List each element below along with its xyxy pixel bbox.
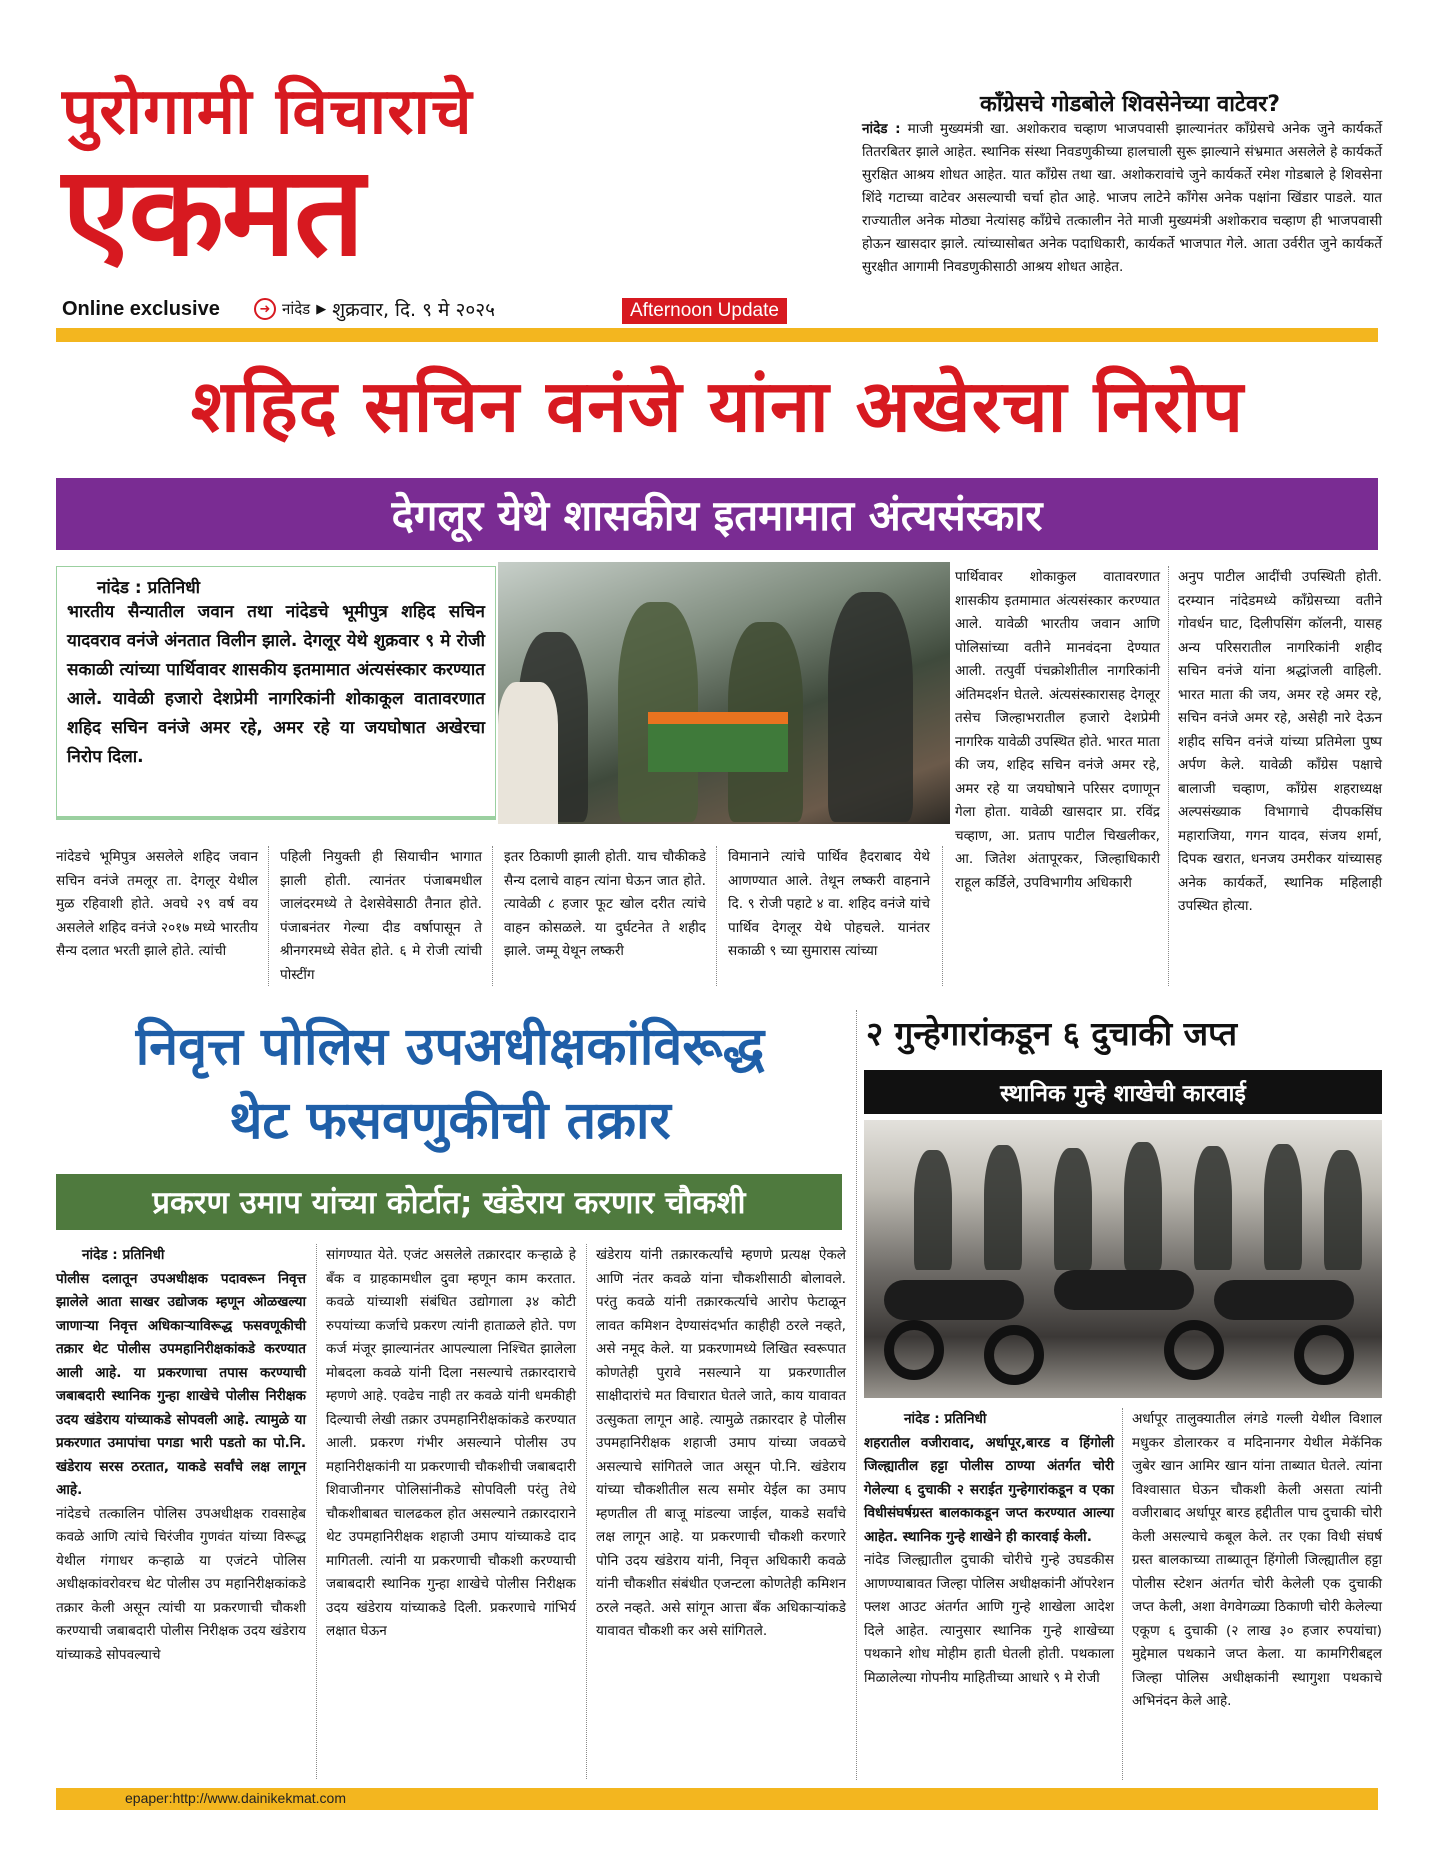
bikes-col-1-text: नांदेड जिल्ह्यातील दुचाकी चोरीचे गुन्हे उघडकीस आणण्याबावत जिल्हा पोलिस अधीक्षकांनी ऑपरेशन फ्लश आउट अंतर्गत आणि गुन्हे शाखेला आदेश दिले आहेत. त्यानुसार स्थानिक गुन्हे शाखेच्या पथकाने शोध मोहीम हाती घेतली होती. पथकाला मिळालेल्या गोपनीय माहितीच्या आधारे ९ मे रोजी (864, 1552, 1114, 1686)
top-story-text: माजी मुख्यमंत्री खा. अशोकराव चव्हाण भाजपवासी झाल्यानंतर काँग्रेसचे अनेक जुने कार्यकर्ते तितरबितर झाले आहेत. स्थानिक संस्था निवडणुकीच्या हालचाली सुरू झाल्याने संभ्रमात असलेले हे कार्यकर्ते सुरक्षित आश्रय शोधत आहेत. यात काँग्रेस तथा खा. अशोकरावांचे जुने कार्यकर्ते रमेश गोडबाले हे शिवसेना शिंदे गटाच्या वाटेवर असल्याची चर्चा होत आहे. भाजप लाटेने काँगेस अनेक पक्षांना खिंडार पाडले. यात राज्यातील अनेक मोठ्या नेत्यांसह काँग्रेचे तत्कालीन नेते माजी मुख्यमंत्री अशोकराव चव्हाण ही भाजपवासी होऊन खासदार झाले. त्यांच्यासोबत अनेक पदाधिकारी, कार्यकर्ते भाजपात गेले. आता उर्वरीत जुने कार्यकर्ते सुरक्षीत आगामी निवडणुकीसाठी आश्रय शोधत आहेत. (862, 121, 1382, 275)
main-col-5: पार्थिवावर शोकाकुल वातावरणात शासकीय इतमामात अंत्यसंस्कार करण्यात आले. यावेळी भारतीय जवान आणि पोलिसांच्या वतीने मानवंदना देण्यात आली. तत्पुर्वी पंचक्रोशीतील नागरिकांनी अंतिमदर्शन घेतले. अंत्यसंस्कारासह देगलूर तसेच जिल्हाभरातील हजारो देशप्रेमी नागरिक यावेळी उपस्थित होते. भारत माता की जय, शहिद सचिन वनंजे अमर रहे, अमर रहे या जयघोषाने परिसर दणाणून गेला होता. यावेळी खासदार प्रा. रविंद्र चव्हाण, आ. प्रताप पाटील चिखलीकर, आ. जितेश अंतापूरकर, जिल्हाधिकारी राहूल कर्डिले, उपविभागीय अधिकारी (955, 569, 1160, 891)
police-col-2: सांगण्यात येते. एजंट असलेले तक्रारदार कऱ्हाळे हे बँक व ग्राहकामधील दुवा म्हणून काम करतात. कवळे यांच्याशी संबंधित उद्योगाला ३४ कोटी रुपयांच्या कर्जाचे प्रकरण त्यांनी हाताळले होते. पण कर्ज मंजूर झाल्यानंतर आपल्याला निश्चित झालेला मोबदला कवळे यांनी दिला नसल्याचे तक्रारदाराचे म्हणणे आहे. एवढेच नाही तर कवळे यांनी धमकीही दिल्याची लेखी तक्रार उपमहानिरीक्षकांकडे करण्यात आली. प्रकरण गंभीर असल्याने पोलीस उप महानिरीक्षकांनी या प्रकरणाची चौकशीची जबाबदारी शिवाजीनगर पोलिसांनीकडे सोपविली परंतु तेथे चौकशीबाबत चालढकल होत असल्याने तक्रारदाराने थेट उपमहानिरीक्षक शहाजी उमाप यांच्याकडे दाद मागितली. त्यांनी या प्रकरणाची चौकशी करण्याची जबाबदारी स्थानिक गुन्हा शाखेचे पोलीस निरीक्षक उदय खंडेराय यांच्याकडे दिली. प्रकरणाचे गांभिर्य लक्षात घेऊन (326, 1247, 576, 1639)
main-subheadline: देगलूर येथे शासकीय इतमामात अंत्यसंस्कार (56, 478, 1378, 550)
bikes-byline: नांदेड : प्रतिनिधी (904, 1411, 987, 1427)
police-byline: नांदेड : प्रतिनिधी (82, 1247, 165, 1263)
masthead-tagline: पुरोगामी विचाराचे (62, 74, 473, 149)
police-col-1-text: नांदेडचे तत्कालिन पोलिस उपअधीक्षक रावसाहेब कवळे आणि त्यांचे चिरंजीव गुणवंत यांच्या विरूद्ध येथील गंगाधर कऱ्हाळे या एजंटने पोलिस अधीक्षकांवरोवरच थेट पोलीस उप महानिरीक्षकांकडे तक्रार केली असून त्यांची या प्रकरणाची चौकशी करण्याची जबाबदारी पोलीस निरीक्षक उदय खंडेराय यांच्याकडे सोपवल्याचे (56, 1505, 306, 1663)
seized-bikes-photo (864, 1120, 1382, 1398)
masthead-logo: एकमत (62, 139, 363, 284)
police-headline-line-1: निवृत्त पोलिस उपअधीक्षकांविरूद्ध (135, 1016, 765, 1077)
main-col-6: अनुप पाटील आदींची उपस्थिती होती. दरम्यान नांदेडमध्ये काँग्रेसच्या वतीने गोवर्धन घाट, दिलीपसिंग कॉलनी, यासह अन्य परिसरातील नागरिकांनी शहीद सचिन वनंजे यांना श्रद्धांजली वाहिली. भारत माता की जय, अमर रहे अमर रहे, सचिन वनंजे अमर रहे, असेही नारे देऊन शहीद सचिन वनंजे यांच्या प्रतिमेला पुष्प अर्पण केले. यावेळी काँग्रेस पक्षाचे बालाजी चव्हाण, काँग्रेस शहराध्यक्ष अल्पसंख्याक विभागाचे दीपकसिंघ महाराजिया, गगन यादव, संजय शर्मा, दिपक खरात, धनजय उमरीकर यांच्यासह अनेक कार्यकर्ते, स्थानिक महिलाही उपस्थित होत्या. (1178, 569, 1382, 914)
main-col-1: नांदेडचे भूमिपुत्र असलेले शहिद जवान सचिन वनंजे तमलूर ता. देगलूर येथील मुळ रहिवाशी होते. अवघे २९ वर्ष वय असलेले शहिद वनंजे २०१७ मध्ये भारतीय सैन्य दलात भरती झाले होते. त्यांची (56, 849, 258, 959)
dateline (254, 296, 495, 322)
funeral-photo (498, 562, 950, 824)
arrow-right-icon: ➜ (254, 298, 276, 320)
bikes-col-1 (864, 1408, 1114, 1690)
police-lead: पोलीस दलातून उपअधीक्षक पदावरून निवृत्त झालेले आता साखर उद्योजक म्हणून ओळखल्या जाणाऱ्या निवृत्त अधिकाऱ्याविरूद्ध फसवणूकीची तक्रार थेट पोलीस उपमहानिरीक्षकांकडे करण्यात आली आहे. या प्रकरणाचा तपास करण्याची जबाबदारी स्थानिक गुन्हा शाखेचे पोलीस निरीक्षक उदय खंडेराय यांच्याकडे सोपवली आहे. त्यामुळे या प्रकरणात उमापांचा पगडा भारी पडतो का पो.नि. खंडेराय सरस ठरतात, याकडे सर्वांचे लक्ष लागून आहे. (56, 1270, 306, 1498)
online-exclusive-label: Online exclusive (62, 298, 220, 320)
top-story-body (862, 118, 1382, 279)
main-col-4: विमानाने त्यांचे पार्थिव हैदराबाद येथे आणण्यात आले. तेथून लष्करी वाहनाने दि. ९ रोजी पहाटे ४ वा. शहिद वनंजे यांचे पार्थिव देगलूर येथे पोहचले. यानंतर सकाळी ९ च्या सुमारास त्यांच्या (728, 849, 930, 959)
police-headline (40, 1010, 860, 1158)
bikes-subheadline: स्थानिक गुन्हे शाखेची कारवाई (864, 1070, 1382, 1114)
dateline-date: शुक्रवार, दि. ९ मे २०२५ (332, 299, 495, 321)
main-lead: भारतीय सैन्यातील जवान तथा नांदेडचे भूमीपुत्र शहिद सचिन यादवराव वनंजे अंनतात विलीन झाले. देगलूर येथे शुक्रवार ९ मे रोजी सकाळी त्यांच्या पार्थिवावर शासकीय इतमामात अंत्यसंस्कार करण्यात आले. यावेळी हजारो देशप्रेमी नागरिकांनी शोकाकूल वातावरणात शहिद सचिन वनंजे अमर रहे, अमर रहे या जयघोषात अखेरचा निरोप दिला. (67, 602, 485, 767)
bikes-lead: शहरातील वजीरावाद, अर्धापूर,बारड व हिंगोली जिल्ह्यातील हट्टा पोलीस ठाण्या अंतर्गत चोरी गेलेल्या ६ दुचाकी २ सराईत गुन्हेगारांकडून व एका विधीसंघर्षग्रस्त बालकाकडून जप्त करण्यात आल्या आहेत. स्थानिक गुन्हे शाखेने ही कारवाई केली. (864, 1434, 1114, 1545)
play-triangle-icon: ▶ (316, 301, 327, 317)
top-story-headline: काँग्रेसचे गोडबोले शिवसेनेच्या वाटेवर? (979, 92, 1280, 117)
main-lead-box (56, 566, 496, 820)
main-col-2: पहिली नियुक्ती ही सियाचीन भागात झाली होती. त्यानंतर पंजाबमधील जालंदरमध्ये ते देशसेवेसाठी तैनात होते. पंजाबनंतर गेल्या दीड वर्षापासून ते श्रीनगरमध्ये सेवेत होते. ६ मे रोजी त्यांची पोस्टींग (280, 849, 482, 983)
police-subheadline: प्रकरण उमाप यांच्या कोर्टात; खंडेराय करणार चौकशी (56, 1174, 842, 1230)
edition-badge: Afternoon Update (622, 298, 787, 324)
police-headline-line-2: थेट फसवणुकीची तक्रार (229, 1090, 671, 1151)
main-byline: नांदेड : प्रतिनिधी (97, 578, 201, 598)
dateline-city: नांदेड (282, 300, 311, 318)
bikes-col-2: अर्धापूर तालुक्यातील लंगडे गल्ली येथील विशाल मधुकर डोलारकर व मदिनानगर येथील मेकॅनिक जुबेर खान आमिर खान यांना ताब्यात घेतले. त्यांना विश्वासात घेऊन चौकशी केली असता त्यांनी वजीराबाद अर्धापूर बारड हद्दीतील पाच दुचाकी चोरी केली असल्याचे कबूल केले. तर एका विधी संघर्ष ग्रस्त बालकाच्या ताब्यातून हिंगोली जिल्ह्यातील हट्टा पोलीस स्टेशन अंतर्गत चोरी केलेली एक दुचाकी जप्त केली, अशा वेगवेगळ्या ठिकाणी चोरी केलेल्या एकूण ६ दुचाकी (२ लाख ३० हजार रुपयांचा) मुद्देमाल पथकाने जप्त केला. या कामगिरीबद्दल जिल्हा पोलिस अधीक्षकांनी स्थागुशा पथकाचे अभिनंदन केले आहे. (1132, 1411, 1382, 1709)
epaper-link[interactable]: epaper:http://www.dainikekmat.com (125, 1790, 346, 1806)
police-col-3: खंडेराय यांनी तक्रारकर्त्यांचे म्हणणे प्रत्यक्ष ऐकले आणि नंतर कवळे यांना चौकशीसाठी बोलावले. परंतु कवळे यांनी तक्रारकर्त्याचे आरोप फेटाळून लावत कमिशन देण्यासंदर्भात काहीही ठरले नव्हते, असे नमूद केले. या प्रकरणामध्ये लिखित स्वरूपात कोणतेही पुरावे नसल्याने या प्रकरणातील साक्षीदारांचे मत विचारात घेतले जाते, काय यावावत उत्सुकता लागून आहे. त्यामुळे तक्रारदार हे पोलीस उपमहानिरीक्षक शहाजी उमाप यांच्या जवळचे असल्याचे सांगितले जात असून पो.नि. खंडेराय यांच्या चौकशीतील सत्य समोर येईल का उमाप म्हणतील ती बाजू मांडल्या जाईल, याकडे सर्वांचे लक्ष लागून आहे. या प्रकरणाची चौकशी करणारे पोनि उदय खंडेराय यांनी, निवृत्त अधिकारी कवळे यांनी चौकशीत संबंधीत एजन्टला कोणतेही कमिशन ठरले नव्हते. असे सांगून आत्ता बँक अधिकाऱ्यांकडे यावावत चौकशी कर असे सांगितले. (596, 1247, 846, 1639)
top-yellow-rule (56, 328, 1378, 342)
bikes-headline: २ गुन्हेगारांकडून ६ दुचाकी जप्त (866, 1014, 1238, 1053)
main-col-3: इतर ठिकाणी झाली होती. याच चौकीकडे सैन्य दलाचे वाहन त्यांना घेऊन जात होते. त्यावेळी ८ हजार फूट खोल दरीत त्यांचे वाहन कोसळले. या दुर्घटनेत ते शहीद झाले. जम्मू येथून लष्करी (504, 849, 706, 959)
police-col-1 (56, 1244, 306, 1667)
top-story-dateline: नांदेड : (862, 121, 901, 137)
main-headline: शहिद सचिन वनंजे यांना अखेरचा निरोप (190, 363, 1245, 448)
